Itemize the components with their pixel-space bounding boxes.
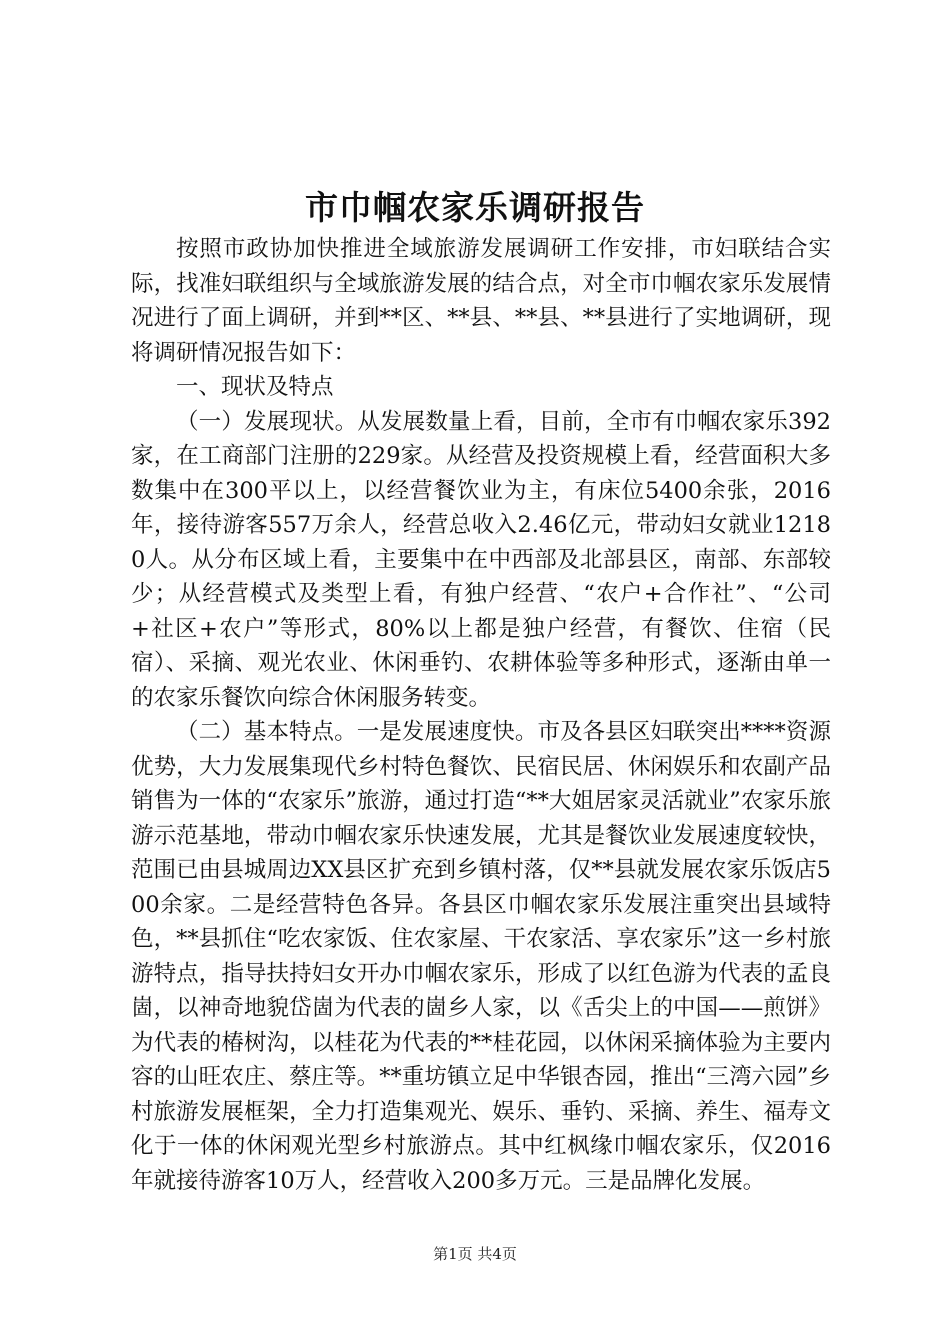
- document-body: [131, 232, 831, 1198]
- status-paragraph: （一）发展现状。从发展数量上看，目前，全市有巾帼农家乐392家，在工商部门注册的229家。从经营及投资规模上看，经营面积大多数集中在300平以上，以经营餐饮业为主，有床位5400余张，2016年，接待游客557万余人，经营总收入2.46亿元，带动妇女就业12180人。从分布区域上看，主要集中在中西部及北部县区，南部、东部较少；从经营模式及类型上看，有独户经营、“农户+合作社”、“公司+社区+农户”等形式，80%以上都是独户经营，有餐饮、住宿（民宿）、采摘、观光农业、休闲垂钓、农耕体验等多种形式，逐渐由单一的农家乐餐饮向综合休闲服务转变。: [131, 408, 831, 711]
- document-title: 市巾帼农家乐调研报告: [305, 188, 645, 227]
- page-number-footer: 第1页 共4页: [433, 1245, 517, 1263]
- intro-paragraph: 按照市政协加快推进全域旅游发展调研工作安排，市妇联结合实际，找准妇联组织与全域旅游发展的结合点，对全市巾帼农家乐发展情况进行了面上调研，并到**区、**县、**县、**县进行了实地调研，现将调研情况报告如下：: [131, 236, 831, 366]
- section-heading: 一、现状及特点: [176, 374, 334, 400]
- features-paragraph: （二）基本特点。一是发展速度快。市及各县区妇联突出****资源优势，大力发展集现代乡村特色餐饮、民宿民居、休闲娱乐和农副产品销售为一体的“农家乐”旅游，通过打造“**大姐居家灵活就业”农家乐旅游示范基地，带动巾帼农家乐快速发展，尤其是餐饮业发展速度较快，范围已由县城周边XX县区扩充到乡镇村落，仅**县就发展农家乐饭店500余家。二是经营特色各异。各县区巾帼农家乐发展注重突出县域特色，**县抓住“吃农家饭、住农家屋、干农家活、享农家乐”这一乡村旅游特点，指导扶持妇女开办巾帼农家乐，形成了以红色游为代表的孟良崮，以神奇地貌岱崮为代表的崮乡人家，以《舌尖上的中国——煎饼》为代表的椿树沟，以桂花为代表的**桂花园，以休闲采摘体验为主要内容的山旺农庄、蔡庄等。**重坊镇立足中华银杏园，推出“三湾六园”乡村旅游发展框架，全力打造集观光、娱乐、垂钓、采摘、养生、福寿文化于一体的休闲观光型乡村旅游点。其中红枫缘巾帼农家乐，仅2016年就接待游客10万人，经营收入200多万元。三是品牌化发展。: [131, 719, 831, 1194]
